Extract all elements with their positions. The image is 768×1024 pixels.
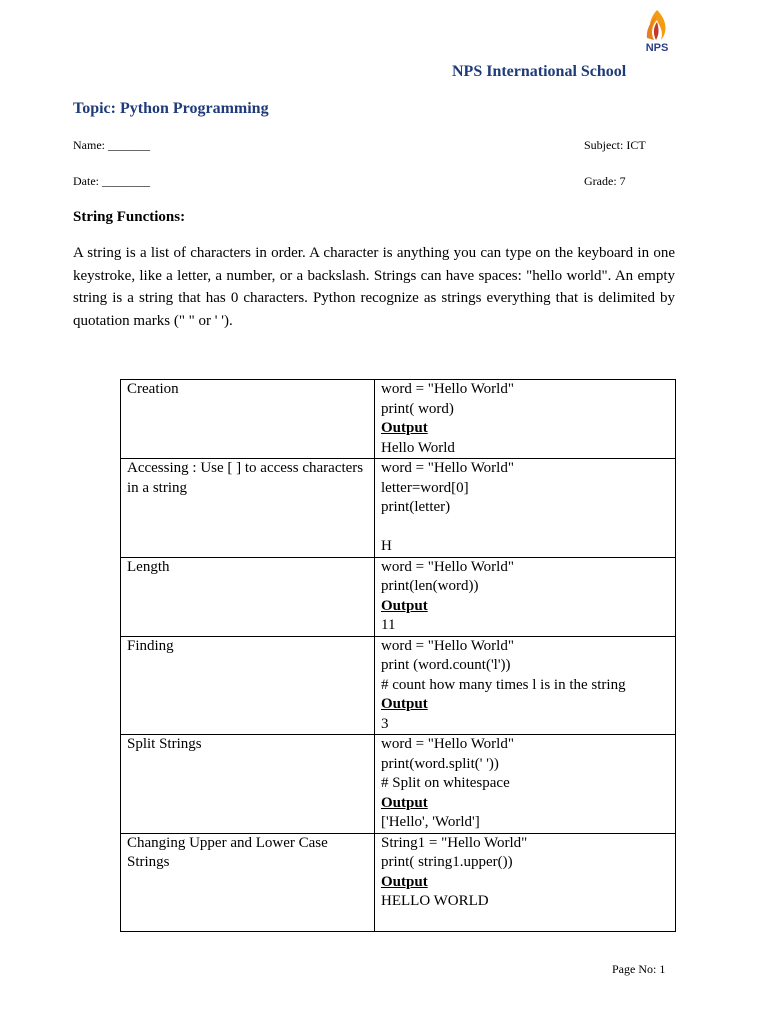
code-line: word = "Hello World" — [381, 381, 514, 397]
code-line: # count how many times l is in the string — [381, 676, 626, 693]
code-line: print( word) — [381, 400, 454, 417]
code-line: H — [381, 538, 392, 554]
code-line — [381, 518, 669, 538]
function-name-cell: Split Strings — [121, 735, 375, 834]
topic-title: Topic: Python Programming — [73, 100, 269, 117]
page-number: Page No: 1 — [612, 962, 666, 976]
code-line: word = "Hello World" — [381, 736, 514, 752]
output-label: Output — [381, 794, 428, 811]
table-row — [121, 557, 676, 636]
code-line: ['Hello', 'World'] — [381, 814, 480, 830]
school-name: NPS International School — [452, 63, 627, 80]
function-name-cell: Length — [121, 557, 375, 636]
table-row — [121, 380, 676, 459]
code-line: print(letter) — [381, 499, 451, 515]
example-code-cell — [375, 735, 676, 834]
function-name-cell: Changing Upper and Lower Case Strings — [121, 833, 375, 932]
function-name-cell: Finding — [121, 636, 375, 735]
code-line: Hello World — [381, 439, 455, 456]
code-line: print( string1.upper()) — [381, 854, 513, 870]
output-label: Output — [381, 696, 428, 712]
table-row — [121, 833, 676, 932]
output-label: Output — [381, 597, 428, 614]
code-line: print (word.count('l')) — [381, 657, 511, 673]
code-line: word = "Hello World" — [381, 637, 514, 654]
logo-text: NPS — [645, 42, 669, 54]
table-row — [121, 735, 676, 834]
function-name-cell: Accessing : Use [ ] to access characters in a string — [121, 459, 375, 558]
code-line — [381, 912, 669, 932]
example-code-cell — [375, 557, 676, 636]
output-label: Output — [381, 873, 428, 890]
string-functions-table — [120, 379, 676, 932]
code-line: word = "Hello World" — [381, 558, 514, 575]
code-line: word = "Hello World" — [381, 460, 514, 476]
code-line: 3 — [381, 715, 389, 732]
name-field: Name: _______ — [73, 138, 150, 152]
example-code-cell — [375, 459, 676, 558]
code-line: print(word.split(' ')) — [381, 755, 499, 772]
table-row — [121, 636, 676, 735]
output-label: Output — [381, 420, 428, 436]
grade-field: Grade: 7 — [584, 174, 626, 188]
subject-field: Subject: ICT — [584, 138, 646, 152]
intro-paragraph: A string is a list of characters in order. A character is anything you can type on the keyboard in one keystroke, like a letter, a number, or a backslash. Strings can have spaces: "hello world". An empty string is a string that has 0 characters. Python recognize as strings everything that is delimited by quotation marks (" " or ' '). — [73, 245, 675, 329]
code-line: String1 = "Hello World" — [381, 834, 528, 851]
code-line: letter=word[0] — [381, 479, 469, 496]
example-code-cell — [375, 833, 676, 932]
code-line: print(len(word)) — [381, 578, 479, 594]
date-field: Date: ________ — [73, 174, 150, 188]
example-code-cell — [375, 380, 676, 459]
code-line: # Split on whitespace — [381, 775, 510, 791]
table-row — [121, 459, 676, 558]
example-code-cell — [375, 636, 676, 735]
code-line: HELLO WORLD — [381, 893, 489, 909]
code-line: 11 — [381, 617, 396, 633]
section-title: String Functions: — [73, 209, 186, 225]
function-name-cell: Creation — [121, 380, 375, 459]
